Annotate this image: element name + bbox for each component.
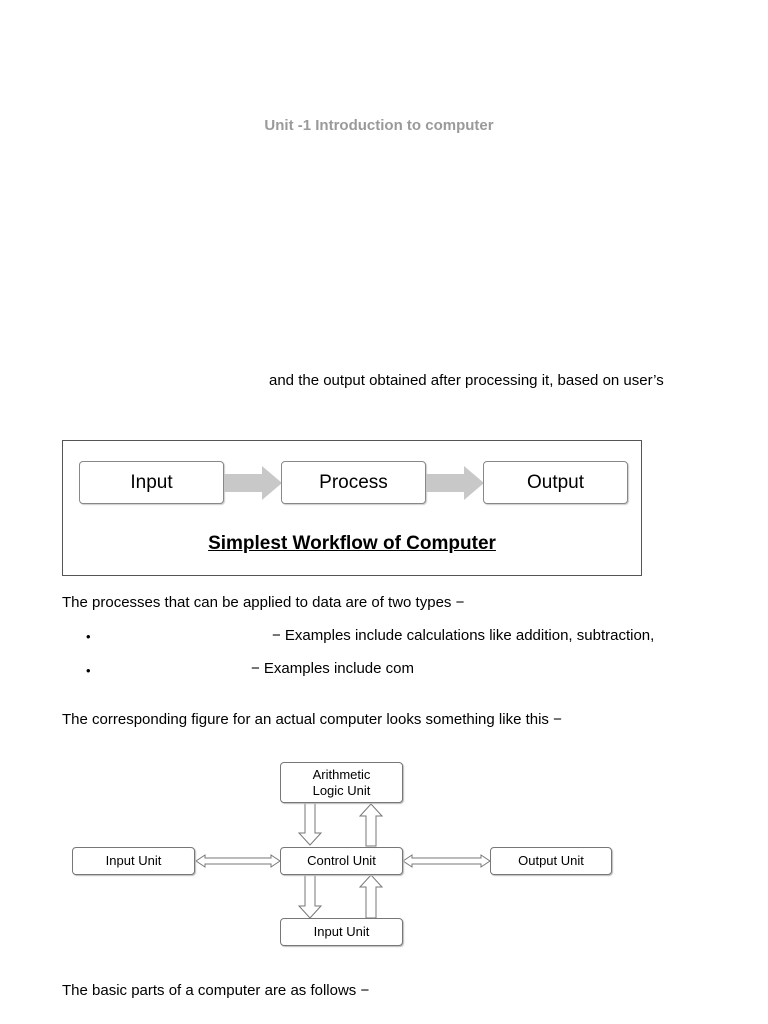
input-box: Input [79, 461, 224, 504]
processes-intro: The processes that can be applied to data are of two types − [62, 594, 465, 611]
parts-intro: The basic parts of a computer are as follows − [62, 982, 370, 999]
process-box: Process [281, 461, 426, 504]
right-arrow-icon [426, 466, 484, 500]
bottom-input-unit-box: Input Unit [280, 918, 403, 946]
output-box: Output [483, 461, 628, 504]
workflow-figure [62, 440, 642, 576]
bullet-text: − Examples include com [251, 660, 414, 677]
page-header-title: Unit -1 Introduction to computer [264, 117, 494, 134]
input-unit-box: Input Unit [72, 847, 195, 875]
workflow-caption: Simplest Workflow of Computer [208, 533, 496, 554]
control-unit-box: Control Unit [280, 847, 403, 875]
bullet-marker: • [86, 663, 91, 678]
bullet-text: − Examples include calculations like addition, subtraction, [272, 627, 655, 644]
right-arrow-icon [224, 466, 282, 500]
figure-intro: The corresponding figure for an actual computer looks something like this − [62, 711, 562, 728]
text-line: and the output obtained after processing it, based on user’s [269, 372, 664, 389]
bullet-marker: • [86, 629, 91, 644]
alu-label: Arithmetic Logic Unit [312, 766, 371, 798]
alu-box [280, 762, 403, 803]
output-unit-box: Output Unit [490, 847, 612, 875]
